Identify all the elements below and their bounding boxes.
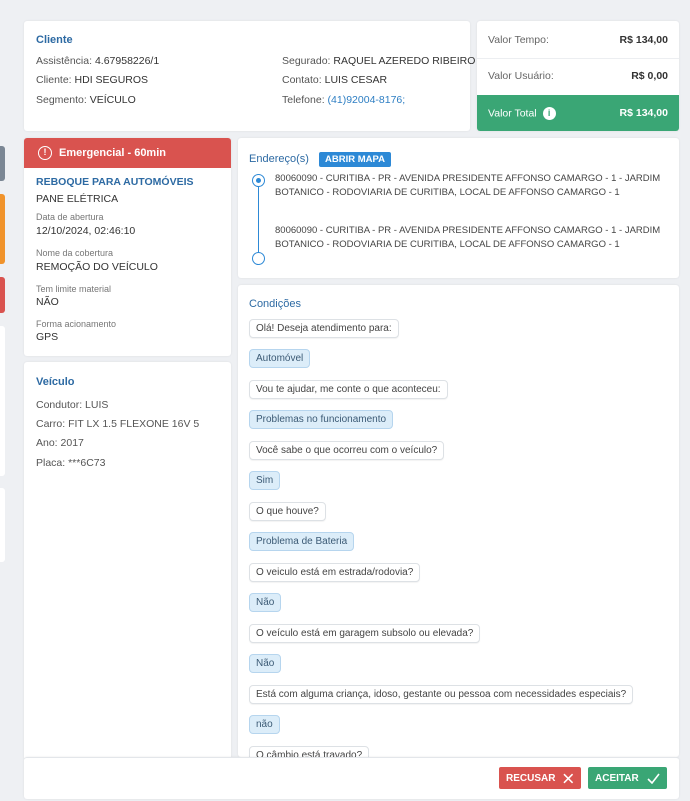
chat-answer: Não — [249, 593, 281, 612]
valor-total-label: Valor Total — [488, 106, 537, 119]
segmento-label: Segmento: — [36, 94, 87, 106]
assistencia-label: Assistência: — [36, 55, 93, 67]
recusar-button[interactable] — [499, 767, 581, 789]
contato-field — [282, 74, 387, 86]
telefone-link[interactable]: (41)92004-8176; — [327, 94, 406, 106]
endereco-title: Endereço(s) — [249, 153, 309, 165]
open-map-button[interactable]: ABRIR MAPA — [319, 152, 391, 167]
condutor-value: Condutor: LUIS — [36, 399, 109, 411]
cliente-field — [36, 74, 148, 86]
aceitar-button[interactable] — [588, 767, 667, 789]
chat-question: O que houve? — [249, 502, 326, 521]
check-icon — [647, 773, 660, 784]
chat-question: O veículo está em garagem subsolo ou elevada? — [249, 624, 480, 643]
chat-answer: não — [249, 715, 280, 734]
placa-value: Placa: ***6C73 — [36, 457, 106, 469]
timeline-line — [258, 184, 259, 258]
action-footer — [24, 757, 679, 799]
chat-question: Está com alguma criança, idoso, gestante ou pessoa com necessidades especiais? — [249, 685, 633, 704]
chat-question: Você sabe o que ocorreu com o veículo? — [249, 441, 444, 460]
valor-total-label-wrap — [488, 107, 556, 120]
emergency-banner — [24, 138, 231, 168]
side-tab-gray[interactable] — [0, 146, 5, 181]
cliente-value: HDI SEGUROS — [74, 74, 149, 86]
cliente-label: Cliente: — [36, 74, 72, 86]
acionamento-value: GPS — [36, 331, 59, 343]
ano-value: Ano: 2017 — [36, 437, 84, 449]
destination-dot-icon — [252, 252, 265, 265]
info-icon[interactable]: i — [543, 107, 556, 120]
contato-label: Contato: — [282, 74, 322, 86]
endereco-card — [238, 138, 679, 278]
valor-total-row — [477, 95, 679, 131]
side-tab-white-2[interactable] — [0, 488, 5, 562]
valor-tempo-label: Valor Tempo: — [488, 34, 549, 46]
chat-answer: Não — [249, 654, 281, 673]
valor-usuario-label: Valor Usuário: — [488, 70, 554, 82]
segurado-value: RAQUEL AZEREDO RIBEIRO — [333, 55, 476, 67]
emergency-label: Emergencial - 60min — [59, 147, 166, 159]
valor-tempo-value: R$ 134,00 — [619, 34, 668, 46]
chat-answer: Problema de Bateria — [249, 532, 354, 551]
abertura-label: Data de abertura — [36, 212, 104, 222]
limite-value: NÃO — [36, 296, 59, 308]
servico-card — [24, 138, 231, 356]
veiculo-title: Veículo — [36, 376, 75, 388]
side-tab-orange[interactable] — [0, 194, 5, 264]
chat-question: Vou te ajudar, me conte o que aconteceu: — [249, 380, 448, 399]
veiculo-card — [24, 362, 231, 760]
cobertura-value: REMOÇÃO DO VEÍCULO — [36, 261, 158, 273]
origin-address: 80060090 - CURITIBA - PR - AVENIDA PRESIDENTE AFFONSO CAMARGO - 1 - JARDIM BOTANICO - RODOVIARIA DE CURITIBA, LOCAL DE AFFONSO CAMARGO - 1 — [275, 173, 661, 198]
segurado-label: Segurado: — [282, 55, 331, 67]
condicoes-title: Condições — [249, 298, 301, 310]
valor-tempo-row — [477, 22, 679, 58]
cobertura-label: Nome da cobertura — [36, 248, 114, 258]
limite-label: Tem limite material — [36, 284, 112, 294]
segurado-field — [282, 55, 475, 67]
assistencia-field — [36, 55, 159, 67]
side-tab-white-1[interactable] — [0, 326, 5, 476]
service-reason: PANE ELÉTRICA — [36, 193, 119, 205]
chat-question: Olá! Deseja atendimento para: — [249, 319, 399, 338]
chat-question: O veiculo está em estrada/rodovia? — [249, 563, 420, 582]
alert-circle-icon: ! — [38, 146, 52, 160]
telefone-field — [282, 94, 405, 106]
condicoes-card — [238, 285, 679, 757]
close-icon — [563, 773, 574, 784]
destination-address: 80060090 - CURITIBA - PR - AVENIDA PRESIDENTE AFFONSO CAMARGO - 1 - JARDIM BOTANICO - RODOVIARIA DE CURITIBA, LOCAL DE AFFONSO CAMARGO - 1 — [275, 225, 661, 250]
valor-usuario-row — [477, 58, 679, 94]
valor-usuario-value: R$ 0,00 — [631, 70, 668, 82]
cliente-title: Cliente — [36, 34, 73, 46]
contato-value: LUIS CESAR — [324, 74, 388, 86]
segmento-field — [36, 94, 136, 106]
side-tab-red[interactable] — [0, 277, 5, 313]
chat-answer: Automóvel — [249, 349, 310, 368]
telefone-label: Telefone: — [282, 94, 325, 106]
acionamento-label: Forma acionamento — [36, 319, 117, 329]
valor-total-value: R$ 134,00 — [619, 107, 668, 119]
assistencia-value: 4.67958226/1 — [94, 55, 160, 67]
segmento-value: VEÍCULO — [89, 94, 136, 106]
origin-dot-icon — [252, 174, 265, 187]
carro-value: Carro: FIT LX 1.5 FLEXONE 16V 5 — [36, 418, 200, 430]
abertura-value: 12/10/2024, 02:46:10 — [36, 225, 136, 237]
recusar-label: RECUSAR — [506, 772, 556, 784]
chat-answer: Sim — [249, 471, 280, 490]
aceitar-label: ACEITAR — [595, 772, 639, 784]
chat-question: O câmbio está travado? — [249, 746, 369, 757]
cliente-card — [24, 21, 476, 131]
valores-card — [477, 21, 679, 131]
service-type: REBOQUE PARA AUTOMÓVEIS — [36, 176, 194, 188]
chat-answer: Problemas no funcionamento — [249, 410, 393, 429]
